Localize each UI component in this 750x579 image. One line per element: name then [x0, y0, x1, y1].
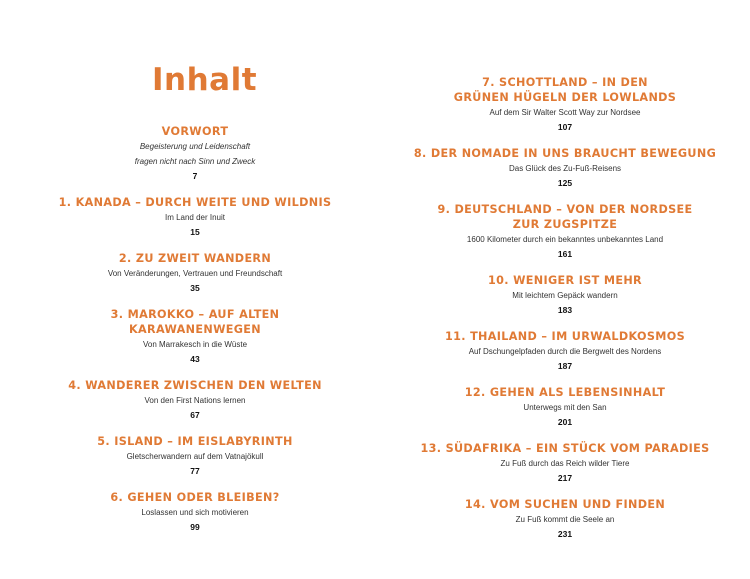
toc-right-column [400, 75, 730, 553]
toc-heading: 10. WENIGER IST MEHR [487, 274, 643, 287]
toc-page-number: 7 [192, 171, 198, 181]
toc-heading: 6. GEHEN ODER BLEIBEN? [110, 491, 280, 504]
toc-subtitle: Das Glück des Zu-Fuß-Reisens [508, 164, 622, 173]
toc-entry-12[interactable] [400, 385, 730, 430]
toc-subtitle: Von den First Nations lernen [144, 396, 246, 405]
toc-subtitle: 1600 Kilometer durch ein bekanntes unbekanntes Land [466, 235, 664, 244]
toc-heading: 14. VOM SUCHEN UND FINDEN [464, 498, 666, 511]
toc-entry-vorwort[interactable] [40, 124, 350, 184]
toc-entry-7[interactable] [400, 75, 730, 135]
toc-page-number: 217 [557, 473, 573, 483]
toc-heading: 8. DER NOMADE IN UNS BRAUCHT BEWEGUNG [413, 147, 717, 160]
toc-subtitle: Gletscherwandern auf dem Vatnajökull [126, 452, 264, 461]
toc-subtitle: Loslassen und sich motivieren [141, 508, 249, 517]
toc-page-number: 35 [190, 283, 200, 293]
toc-subtitle: Von Marrakesch in die Wüste [142, 340, 248, 349]
toc-page-number: 99 [190, 522, 200, 532]
toc-heading: 12. GEHEN ALS LEBENSINHALT [464, 386, 666, 399]
toc-page-number: 161 [557, 249, 573, 259]
toc-entry-8[interactable] [400, 146, 730, 191]
toc-heading-line: 3. MAROKKO – AUF ALTEN [110, 308, 280, 321]
toc-entry-11[interactable] [400, 329, 730, 374]
toc-entry-5[interactable] [40, 434, 350, 479]
toc-entry-9[interactable] [400, 202, 730, 262]
toc-page-number: 43 [190, 354, 200, 364]
right-page [375, 0, 750, 579]
toc-subtitle-line: Begeisterung und Leidenschaft [139, 142, 251, 151]
toc-page-number: 183 [557, 305, 573, 315]
toc-heading: 1. KANADA – DURCH WEITE UND WILDNIS [58, 196, 332, 209]
toc-heading: 2. ZU ZWEIT WANDERN [118, 252, 272, 265]
toc-heading: 13. SÜDAFRIKA – EIN STÜCK VOM PARADIES [420, 442, 710, 455]
toc-subtitle: Von Veränderungen, Vertrauen und Freundschaft [107, 269, 283, 278]
toc-subtitle: Mit leichtem Gepäck wandern [512, 291, 618, 300]
toc-heading: 5. ISLAND – IM EISLABYRINTH [97, 435, 293, 448]
toc-entry-4[interactable] [40, 378, 350, 423]
toc-page-number: 231 [557, 529, 573, 539]
toc-subtitle: Zu Fuß kommt die Seele an [515, 515, 615, 524]
toc-heading-line: 9. DEUTSCHLAND – VON DER NORDSEE [437, 203, 693, 216]
toc-heading-line: ZUR ZUGSPITZE [512, 218, 618, 231]
toc-entry-2[interactable] [40, 251, 350, 296]
toc-page-number: 77 [190, 466, 200, 476]
toc-heading-line: 7. SCHOTTLAND – IN DEN [482, 76, 648, 89]
toc-heading-line: KARAWANENWEGEN [128, 323, 262, 336]
toc-left-column [40, 124, 350, 546]
toc-subtitle: Auf Dschungelpfaden durch die Bergwelt des Nordens [468, 347, 662, 356]
toc-page-number: 125 [557, 178, 573, 188]
toc-entry-1[interactable] [40, 195, 350, 240]
toc-subtitle: Zu Fuß durch das Reich wilder Tiere [500, 459, 630, 468]
toc-page-number: 15 [190, 227, 200, 237]
toc-page-number: 107 [557, 122, 573, 132]
toc-subtitle-line: fragen nicht nach Sinn und Zweck [134, 157, 256, 166]
toc-page-number: 67 [190, 410, 200, 420]
toc-heading: VORWORT [161, 125, 229, 138]
toc-page-number: 201 [557, 417, 573, 427]
page-title: Inhalt [152, 62, 258, 98]
toc-subtitle: Im Land der Inuit [164, 213, 226, 222]
toc-entry-6[interactable] [40, 490, 350, 535]
toc-entry-14[interactable] [400, 497, 730, 542]
toc-subtitle: Auf dem Sir Walter Scott Way zur Nordsee [489, 108, 641, 117]
toc-heading: 4. WANDERER ZWISCHEN DEN WELTEN [68, 379, 322, 392]
toc-page-number: 187 [557, 361, 573, 371]
toc-entry-13[interactable] [400, 441, 730, 486]
toc-subtitle: Unterwegs mit den San [523, 403, 607, 412]
toc-heading: 11. THAILAND – IM URWALDKOSMOS [444, 330, 686, 343]
toc-entry-3[interactable] [40, 307, 350, 367]
toc-entry-10[interactable] [400, 273, 730, 318]
toc-heading-line: GRÜNEN HÜGELN DER LOWLANDS [453, 91, 677, 104]
